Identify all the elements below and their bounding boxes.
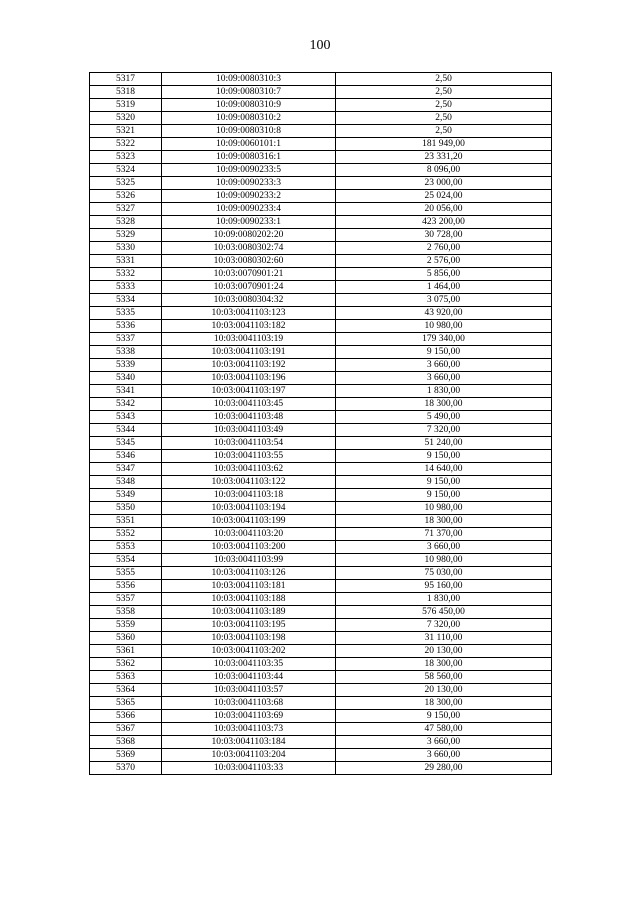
- cadastral-number-cell: 10:09:0080310:8: [162, 125, 336, 138]
- row-number-cell: 5361: [90, 645, 162, 658]
- cadastral-number-cell: 10:03:0041103:198: [162, 632, 336, 645]
- table-row: [90, 554, 552, 567]
- amount-cell: 10 980,00: [336, 554, 552, 567]
- table-row: [90, 229, 552, 242]
- table-row: [90, 762, 552, 775]
- cadastral-number-cell: 10:03:0041103:189: [162, 606, 336, 619]
- cadastral-number-cell: 10:03:0041103:126: [162, 567, 336, 580]
- amount-cell: 3 660,00: [336, 359, 552, 372]
- table-row: [90, 710, 552, 723]
- cadastral-number-cell: 10:03:0041103:181: [162, 580, 336, 593]
- amount-cell: 58 560,00: [336, 671, 552, 684]
- amount-cell: 179 340,00: [336, 333, 552, 346]
- amount-cell: 18 300,00: [336, 658, 552, 671]
- row-number-cell: 5365: [90, 697, 162, 710]
- row-number-cell: 5325: [90, 177, 162, 190]
- table-row: [90, 86, 552, 99]
- amount-cell: 9 150,00: [336, 489, 552, 502]
- row-number-cell: 5327: [90, 203, 162, 216]
- row-number-cell: 5352: [90, 528, 162, 541]
- table-row: [90, 658, 552, 671]
- amount-cell: 2,50: [336, 99, 552, 112]
- table-row: [90, 346, 552, 359]
- amount-cell: 71 370,00: [336, 528, 552, 541]
- row-number-cell: 5357: [90, 593, 162, 606]
- table-row: [90, 242, 552, 255]
- cadastral-number-cell: 10:03:0041103:54: [162, 437, 336, 450]
- row-number-cell: 5350: [90, 502, 162, 515]
- row-number-cell: 5318: [90, 86, 162, 99]
- cadastral-number-cell: 10:09:0090233:2: [162, 190, 336, 203]
- table-row: [90, 723, 552, 736]
- table-row: [90, 541, 552, 554]
- cadastral-number-cell: 10:09:0080316:1: [162, 151, 336, 164]
- cadastral-number-cell: 10:03:0041103:44: [162, 671, 336, 684]
- amount-cell: 3 075,00: [336, 294, 552, 307]
- row-number-cell: 5340: [90, 372, 162, 385]
- table-row: [90, 112, 552, 125]
- row-number-cell: 5328: [90, 216, 162, 229]
- table-row: [90, 463, 552, 476]
- amount-cell: 75 030,00: [336, 567, 552, 580]
- amount-cell: 423 200,00: [336, 216, 552, 229]
- row-number-cell: 5349: [90, 489, 162, 502]
- amount-cell: 1 830,00: [336, 385, 552, 398]
- amount-cell: 30 728,00: [336, 229, 552, 242]
- amount-cell: 18 300,00: [336, 515, 552, 528]
- amount-cell: 1 464,00: [336, 281, 552, 294]
- row-number-cell: 5341: [90, 385, 162, 398]
- cadastral-number-cell: 10:09:0080202:20: [162, 229, 336, 242]
- row-number-cell: 5355: [90, 567, 162, 580]
- amount-cell: 5 856,00: [336, 268, 552, 281]
- amount-cell: 14 640,00: [336, 463, 552, 476]
- cadastral-number-cell: 10:03:0041103:73: [162, 723, 336, 736]
- row-number-cell: 5360: [90, 632, 162, 645]
- cadastral-number-cell: 10:03:0041103:191: [162, 346, 336, 359]
- table-row: [90, 164, 552, 177]
- cadastral-number-cell: 10:03:0070901:24: [162, 281, 336, 294]
- table-row: [90, 177, 552, 190]
- table-row: [90, 515, 552, 528]
- amount-cell: 10 980,00: [336, 502, 552, 515]
- cadastral-number-cell: 10:03:0041103:55: [162, 450, 336, 463]
- row-number-cell: 5370: [90, 762, 162, 775]
- table-row: [90, 645, 552, 658]
- amount-cell: 7 320,00: [336, 424, 552, 437]
- table-row: [90, 398, 552, 411]
- cadastral-number-cell: 10:03:0041103:45: [162, 398, 336, 411]
- table-row: [90, 281, 552, 294]
- cadastral-number-cell: 10:09:0080310:3: [162, 73, 336, 86]
- records-table-body: [90, 73, 552, 775]
- table-row: [90, 424, 552, 437]
- row-number-cell: 5337: [90, 333, 162, 346]
- amount-cell: 9 150,00: [336, 450, 552, 463]
- cadastral-number-cell: 10:03:0041103:68: [162, 697, 336, 710]
- amount-cell: 2 576,00: [336, 255, 552, 268]
- row-number-cell: 5320: [90, 112, 162, 125]
- row-number-cell: 5332: [90, 268, 162, 281]
- page-number: 100: [309, 38, 331, 53]
- cadastral-number-cell: 10:03:0041103:20: [162, 528, 336, 541]
- table-row: [90, 385, 552, 398]
- cadastral-number-cell: 10:03:0041103:194: [162, 502, 336, 515]
- table-row: [90, 749, 552, 762]
- row-number-cell: 5326: [90, 190, 162, 203]
- table-row: [90, 190, 552, 203]
- amount-cell: 2,50: [336, 125, 552, 138]
- table-row: [90, 320, 552, 333]
- row-number-cell: 5363: [90, 671, 162, 684]
- row-number-cell: 5367: [90, 723, 162, 736]
- amount-cell: 18 300,00: [336, 398, 552, 411]
- cadastral-number-cell: 10:03:0041103:184: [162, 736, 336, 749]
- cadastral-number-cell: 10:03:0041103:48: [162, 411, 336, 424]
- row-number-cell: 5324: [90, 164, 162, 177]
- cadastral-number-cell: 10:09:0090233:3: [162, 177, 336, 190]
- row-number-cell: 5368: [90, 736, 162, 749]
- table-row: [90, 606, 552, 619]
- cadastral-number-cell: 10:03:0041103:196: [162, 372, 336, 385]
- amount-cell: 29 280,00: [336, 762, 552, 775]
- table-row: [90, 619, 552, 632]
- table-row: [90, 307, 552, 320]
- row-number-cell: 5339: [90, 359, 162, 372]
- amount-cell: 25 024,00: [336, 190, 552, 203]
- row-number-cell: 5343: [90, 411, 162, 424]
- cadastral-number-cell: 10:09:0080310:2: [162, 112, 336, 125]
- row-number-cell: 5329: [90, 229, 162, 242]
- table-row: [90, 593, 552, 606]
- cadastral-number-cell: 10:03:0041103:123: [162, 307, 336, 320]
- table-row: [90, 268, 552, 281]
- amount-cell: 20 130,00: [336, 684, 552, 697]
- cadastral-number-cell: 10:03:0041103:33: [162, 762, 336, 775]
- table-row: [90, 736, 552, 749]
- amount-cell: 2,50: [336, 112, 552, 125]
- amount-cell: 20 130,00: [336, 645, 552, 658]
- amount-cell: 8 096,00: [336, 164, 552, 177]
- table-row: [90, 489, 552, 502]
- amount-cell: 5 490,00: [336, 411, 552, 424]
- table-row: [90, 99, 552, 112]
- table-row: [90, 73, 552, 86]
- table-row: [90, 528, 552, 541]
- cadastral-number-cell: 10:09:0090233:4: [162, 203, 336, 216]
- row-number-cell: 5362: [90, 658, 162, 671]
- amount-cell: 2 760,00: [336, 242, 552, 255]
- amount-cell: 47 580,00: [336, 723, 552, 736]
- row-number-cell: 5323: [90, 151, 162, 164]
- cadastral-number-cell: 10:03:0041103:35: [162, 658, 336, 671]
- cadastral-number-cell: 10:03:0041103:49: [162, 424, 336, 437]
- amount-cell: 3 660,00: [336, 541, 552, 554]
- table-row: [90, 411, 552, 424]
- amount-cell: 43 920,00: [336, 307, 552, 320]
- row-number-cell: 5321: [90, 125, 162, 138]
- table-row: [90, 567, 552, 580]
- row-number-cell: 5338: [90, 346, 162, 359]
- row-number-cell: 5369: [90, 749, 162, 762]
- row-number-cell: 5366: [90, 710, 162, 723]
- amount-cell: 10 980,00: [336, 320, 552, 333]
- amount-cell: 3 660,00: [336, 749, 552, 762]
- row-number-cell: 5336: [90, 320, 162, 333]
- cadastral-number-cell: 10:09:0090233:5: [162, 164, 336, 177]
- table-row: [90, 138, 552, 151]
- table-row: [90, 502, 552, 515]
- amount-cell: 51 240,00: [336, 437, 552, 450]
- row-number-cell: 5345: [90, 437, 162, 450]
- amount-cell: 181 949,00: [336, 138, 552, 151]
- row-number-cell: 5347: [90, 463, 162, 476]
- table-row: [90, 697, 552, 710]
- amount-cell: 20 056,00: [336, 203, 552, 216]
- table-row: [90, 125, 552, 138]
- cadastral-number-cell: 10:09:0080310:9: [162, 99, 336, 112]
- cadastral-number-cell: 10:03:0041103:122: [162, 476, 336, 489]
- cadastral-number-cell: 10:03:0080302:74: [162, 242, 336, 255]
- row-number-cell: 5335: [90, 307, 162, 320]
- row-number-cell: 5333: [90, 281, 162, 294]
- cadastral-number-cell: 10:03:0080304:32: [162, 294, 336, 307]
- amount-cell: 9 150,00: [336, 346, 552, 359]
- table-row: [90, 476, 552, 489]
- table-row: [90, 684, 552, 697]
- table-row: [90, 450, 552, 463]
- cadastral-number-cell: 10:03:0041103:204: [162, 749, 336, 762]
- cadastral-number-cell: 10:03:0041103:62: [162, 463, 336, 476]
- amount-cell: 2,50: [336, 73, 552, 86]
- amount-cell: 95 160,00: [336, 580, 552, 593]
- amount-cell: 7 320,00: [336, 619, 552, 632]
- table-row: [90, 294, 552, 307]
- row-number-cell: 5334: [90, 294, 162, 307]
- row-number-cell: 5354: [90, 554, 162, 567]
- cadastral-number-cell: 10:03:0041103:197: [162, 385, 336, 398]
- table-row: [90, 372, 552, 385]
- cadastral-number-cell: 10:03:0041103:202: [162, 645, 336, 658]
- row-number-cell: 5348: [90, 476, 162, 489]
- table-row: [90, 671, 552, 684]
- cadastral-number-cell: 10:03:0041103:199: [162, 515, 336, 528]
- table-row: [90, 151, 552, 164]
- table-row: [90, 255, 552, 268]
- cadastral-number-cell: 10:03:0041103:200: [162, 541, 336, 554]
- row-number-cell: 5342: [90, 398, 162, 411]
- cadastral-number-cell: 10:03:0041103:99: [162, 554, 336, 567]
- row-number-cell: 5322: [90, 138, 162, 151]
- cadastral-number-cell: 10:09:0080310:7: [162, 86, 336, 99]
- cadastral-number-cell: 10:03:0041103:69: [162, 710, 336, 723]
- amount-cell: 9 150,00: [336, 476, 552, 489]
- row-number-cell: 5351: [90, 515, 162, 528]
- cadastral-number-cell: 10:03:0041103:195: [162, 619, 336, 632]
- table-row: [90, 580, 552, 593]
- cadastral-number-cell: 10:03:0041103:19: [162, 333, 336, 346]
- cadastral-number-cell: 10:03:0041103:18: [162, 489, 336, 502]
- amount-cell: 2,50: [336, 86, 552, 99]
- cadastral-number-cell: 10:03:0080302:60: [162, 255, 336, 268]
- records-table: [89, 72, 552, 775]
- row-number-cell: 5319: [90, 99, 162, 112]
- table-row: [90, 359, 552, 372]
- row-number-cell: 5358: [90, 606, 162, 619]
- amount-cell: 576 450,00: [336, 606, 552, 619]
- cadastral-number-cell: 10:03:0041103:188: [162, 593, 336, 606]
- amount-cell: 3 660,00: [336, 736, 552, 749]
- amount-cell: 18 300,00: [336, 697, 552, 710]
- table-row: [90, 632, 552, 645]
- table-row: [90, 216, 552, 229]
- row-number-cell: 5359: [90, 619, 162, 632]
- table-row: [90, 333, 552, 346]
- row-number-cell: 5331: [90, 255, 162, 268]
- row-number-cell: 5346: [90, 450, 162, 463]
- cadastral-number-cell: 10:03:0041103:192: [162, 359, 336, 372]
- row-number-cell: 5317: [90, 73, 162, 86]
- cadastral-number-cell: 10:03:0041103:57: [162, 684, 336, 697]
- row-number-cell: 5344: [90, 424, 162, 437]
- cadastral-number-cell: 10:03:0070901:21: [162, 268, 336, 281]
- amount-cell: 9 150,00: [336, 710, 552, 723]
- table-row: [90, 203, 552, 216]
- cadastral-number-cell: 10:09:0090233:1: [162, 216, 336, 229]
- row-number-cell: 5353: [90, 541, 162, 554]
- amount-cell: 1 830,00: [336, 593, 552, 606]
- amount-cell: 23 000,00: [336, 177, 552, 190]
- table-row: [90, 437, 552, 450]
- amount-cell: 31 110,00: [336, 632, 552, 645]
- row-number-cell: 5364: [90, 684, 162, 697]
- cadastral-number-cell: 10:09:0060101:1: [162, 138, 336, 151]
- cadastral-number-cell: 10:03:0041103:182: [162, 320, 336, 333]
- row-number-cell: 5330: [90, 242, 162, 255]
- amount-cell: 23 331,20: [336, 151, 552, 164]
- amount-cell: 3 660,00: [336, 372, 552, 385]
- row-number-cell: 5356: [90, 580, 162, 593]
